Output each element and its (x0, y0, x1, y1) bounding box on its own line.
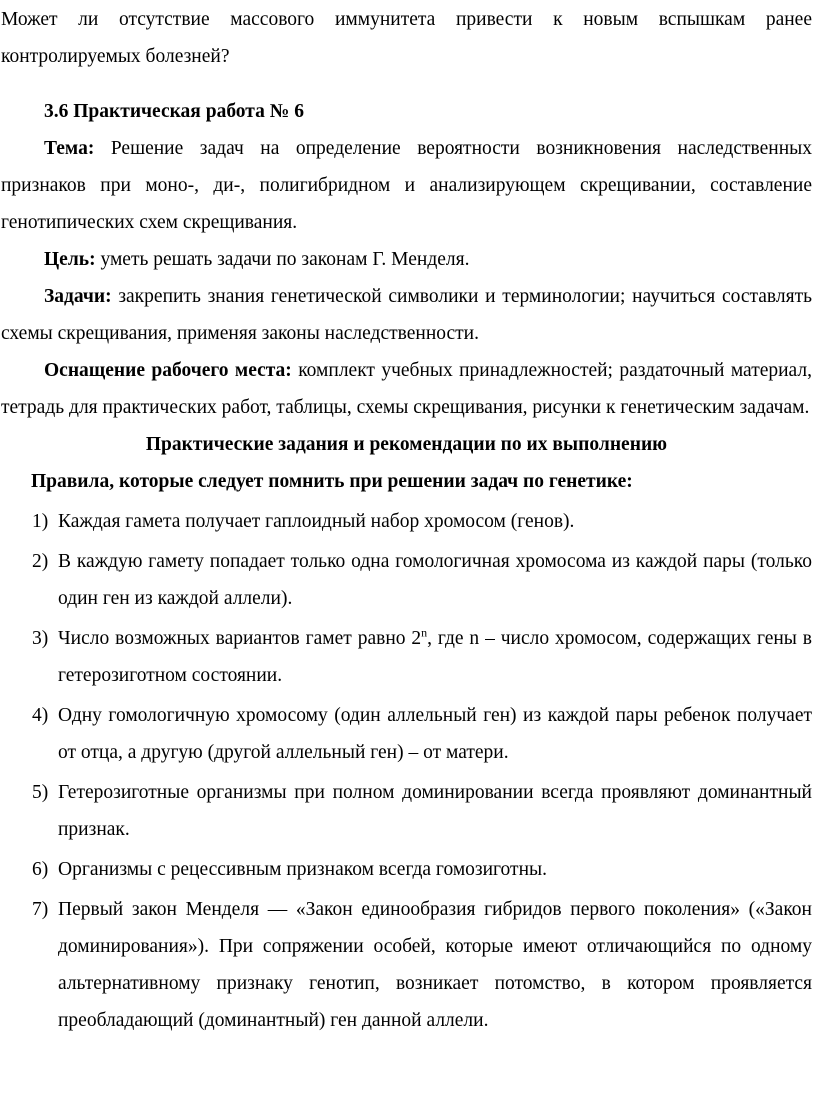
topic-label: Тема: (44, 138, 95, 159)
goal-paragraph (1, 241, 812, 278)
list-item-number: 4) (32, 705, 49, 726)
list-item (1, 851, 812, 888)
list-item-number: 2) (32, 551, 49, 572)
list-item (1, 891, 812, 1039)
list-item-text: Каждая гамета получает гаплоидный набор хромосом (генов). (58, 511, 575, 532)
goal-label: Цель: (44, 249, 96, 270)
topic-paragraph (1, 130, 812, 241)
document-page (0, 1, 816, 1111)
rules-list (1, 503, 812, 1039)
superscript-n: n (421, 625, 428, 640)
list-item (1, 697, 812, 771)
list-item-text: Организмы с рецессивным признаком всегда гомозиготны. (58, 859, 547, 880)
list-item-number: 7) (32, 899, 49, 920)
list-item-text: Гетерозиготные организмы при полном доминировании всегда проявляют доминантный признак. (58, 782, 812, 840)
list-item (1, 620, 812, 694)
list-item-text: Одну гомологичную хромосому (один аллельный ген) из каждой пары ребенок получает от отца, а другую (другой аллельный ген) – от матери. (58, 705, 812, 763)
list-item-number: 5) (32, 782, 49, 803)
rules-title: Правила, которые следует помнить при решении задач по генетике: (31, 471, 633, 492)
equipment-text: комплект учебных принадлежностей; раздаточный материал, тетрадь для практических работ, таблицы, схемы скрещивания, рисунки к генетическим задачам. (1, 360, 812, 418)
tasks-paragraph (1, 278, 812, 352)
section-heading: 3.6 Практическая работа № 6 (44, 101, 304, 122)
list-item-number: 1) (32, 511, 49, 532)
list-item (1, 543, 812, 617)
list-item (1, 774, 812, 848)
tasks-label: Задачи: (44, 286, 112, 307)
goal-text: уметь решать задачи по законам Г. Менделя. (95, 249, 470, 270)
list-item-text: Первый закон Менделя — «Закон единообразия гибридов первого поколения» («Закон доминирования»). При сопряжении особей, которые имеют отличающийся по одному альтернативному признаку генотип, возникает потомство, в котором проявляется преобладающий (доминантный) ген данной аллели. (58, 899, 812, 1031)
tasks-text: закрепить знания генетической символики и терминологии; научиться составлять схемы скрещивания, применяя законы наследственности. (1, 286, 812, 344)
list-item-text-after: , где n – число хромосом, содержащих гены в гетерозиготном состоянии. (58, 628, 812, 686)
list-item-text: В каждую гамету попадает только одна гомологичная хромосома из каждой пары (только один ген из каждой аллели). (58, 551, 812, 609)
list-item-text-before: Число возможных вариантов гамет равно 2 (58, 628, 422, 649)
equipment-label: Оснащение рабочего места: (44, 360, 292, 381)
practical-title: Практические задания и рекомендации по их выполнению (145, 434, 668, 455)
topic-text: Решение задач на определение вероятности возникновения наследственных признаков при моно-, ди-, полигибридном и анализирующем скрещивании, составление генотипических схем скрещивания. (1, 138, 812, 233)
list-item-number: 6) (32, 859, 49, 880)
equipment-paragraph (1, 352, 812, 426)
list-item-number: 3) (32, 628, 49, 649)
intro-question: Может ли отсутствие массового иммунитета привести к новым вспышкам ранее контролируемых болезней? (1, 9, 812, 67)
list-item (1, 503, 812, 540)
